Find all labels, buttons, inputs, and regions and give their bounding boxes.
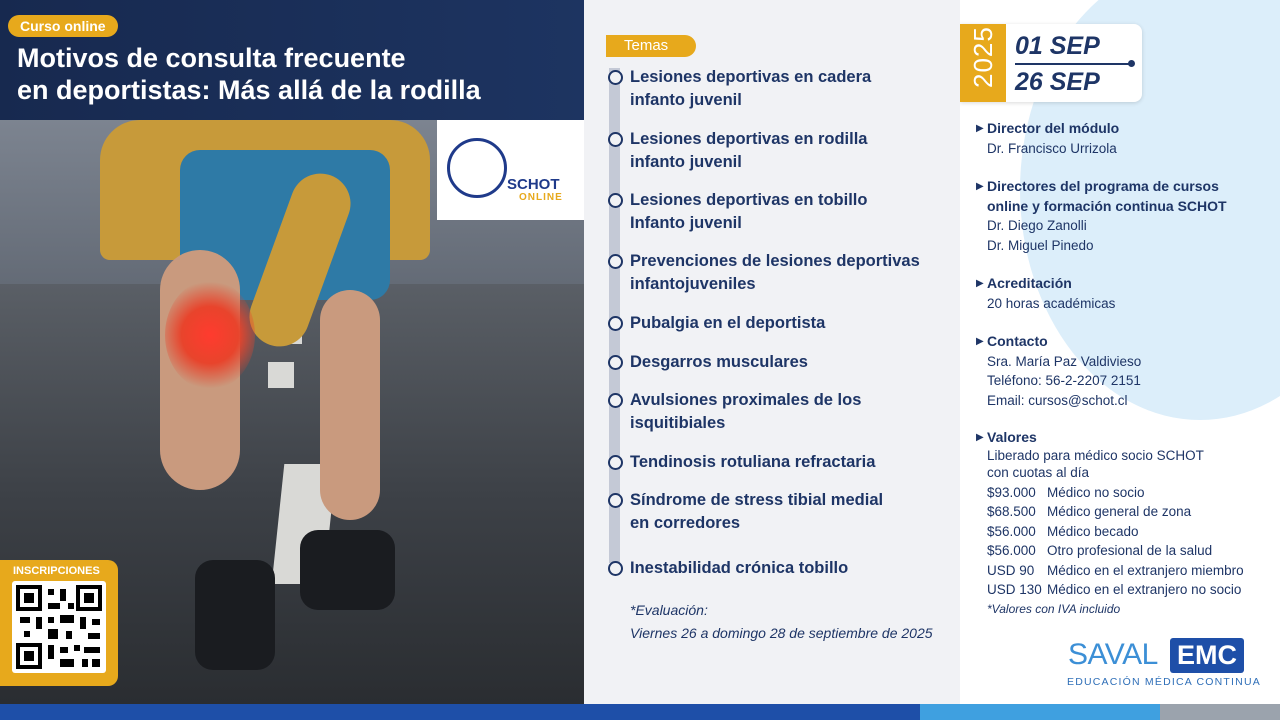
bullet-circle-icon xyxy=(608,132,623,147)
contact-phone: Teléfono: 56-2-2207 2151 xyxy=(987,373,1141,388)
bullet-circle-icon xyxy=(608,316,623,331)
topics-panel xyxy=(584,0,960,704)
caret-right-icon: ▶ xyxy=(976,181,984,192)
director-section: ▶ Director del módulo Dr. Francisco Urrizola xyxy=(976,120,1120,156)
date-card xyxy=(960,24,1142,102)
end-date: 26 SEP xyxy=(1015,68,1100,96)
caret-right-icon: ▶ xyxy=(976,336,984,347)
caret-right-icon: ▶ xyxy=(976,432,984,443)
bullet-circle-icon xyxy=(608,561,623,576)
topic-item: Tendinosis rotuliana refractaria xyxy=(630,451,950,474)
footer-bar xyxy=(0,704,1280,720)
bullet-circle-icon xyxy=(608,193,623,208)
bullet-circle-icon xyxy=(608,393,623,408)
saval-logo: SAVAL xyxy=(1068,638,1158,671)
course-type-badge: Curso online xyxy=(8,15,118,37)
topic-item: Pubalgia en el deportista xyxy=(630,312,950,335)
price-row: $56.000 Otro profesional de la salud xyxy=(987,543,1213,558)
hero-panel xyxy=(0,0,584,704)
topics-heading: Temas xyxy=(606,35,696,57)
caret-right-icon: ▶ xyxy=(976,123,984,134)
qr-code-icon[interactable] xyxy=(12,581,106,673)
brand-tagline: EDUCACIÓN MÉDICA CONTINUA xyxy=(1067,676,1261,688)
prices-section: ▶ Valores Liberado para médico socio SCHOT con cuotas al día $93.000 Médico no socio $68.500 Médico general de zona $56.000 Médico becado $56.000 Otro profesional de la salud USD 90 Médico en el extranjero miembro USD 130 Médico en el extranjero no socio *Valores con IVA incluido xyxy=(976,428,1276,618)
start-date: 01 SEP xyxy=(1015,32,1100,60)
year-label: 2025 xyxy=(968,26,998,88)
topic-item: Avulsiones proximales de los isquitibiales xyxy=(630,389,950,435)
price-row: $68.500 Médico general de zona xyxy=(987,504,1192,519)
bullet-circle-icon xyxy=(608,254,623,269)
evaluation-note: *Evaluación: Viernes 26 a domingo 28 de septiembre de 2025 xyxy=(630,602,933,641)
accreditation-section: ▶ Acreditación 20 horas académicas xyxy=(976,275,1116,311)
price-row: USD 90 Médico en el extranjero miembro xyxy=(987,562,1244,578)
topic-item: Prevenciones de lesiones deportivas infantojuveniles xyxy=(630,250,950,296)
bullet-circle-icon xyxy=(608,455,623,470)
bullet-circle-icon xyxy=(608,355,623,370)
page-title: Motivos de consulta frecuente en deportistas: Más allá de la rodilla xyxy=(17,43,481,105)
info-panel xyxy=(960,0,1280,704)
topic-item: Desgarros musculares xyxy=(630,351,950,374)
bullet-circle-icon xyxy=(608,70,623,85)
bullet-circle-icon xyxy=(608,493,623,508)
contact-email: Email: cursos@schot.cl xyxy=(987,392,1128,408)
contact-section: ▶ Contacto Sra. María Paz Valdivieso Teléfono: 56-2-2207 2151 Email: cursos@schot.cl xyxy=(976,332,1276,410)
price-row: $56.000 Médico becado xyxy=(987,523,1139,539)
topic-item: Lesiones deportivas en cadera infanto juvenil xyxy=(630,66,950,112)
schot-logo: SCHOT ONLINE xyxy=(437,120,584,220)
topic-item: Lesiones deportivas en rodilla infanto juvenil xyxy=(630,128,950,174)
topic-item: Síndrome de stress tibial medial en corredores xyxy=(630,489,950,535)
program-directors-section: ▶ Directores del programa de cursos online y formación continua SCHOT Dr. Diego Zanolli Dr. Miguel Pinedo xyxy=(976,178,1227,253)
topic-item: Lesiones deportivas en tobillo Infanto juvenil xyxy=(630,189,950,235)
price-row: $93.000 Médico no socio xyxy=(987,484,1145,500)
tree-logo-icon xyxy=(447,138,507,198)
registration-qr[interactable]: INSCRIPCIONES xyxy=(0,560,118,686)
emc-logo: EMC xyxy=(1170,638,1244,673)
price-row: USD 130 Médico en el extranjero no socio xyxy=(987,582,1242,597)
topic-item: Inestabilidad crónica tobillo xyxy=(630,557,950,580)
caret-right-icon: ▶ xyxy=(976,278,984,289)
